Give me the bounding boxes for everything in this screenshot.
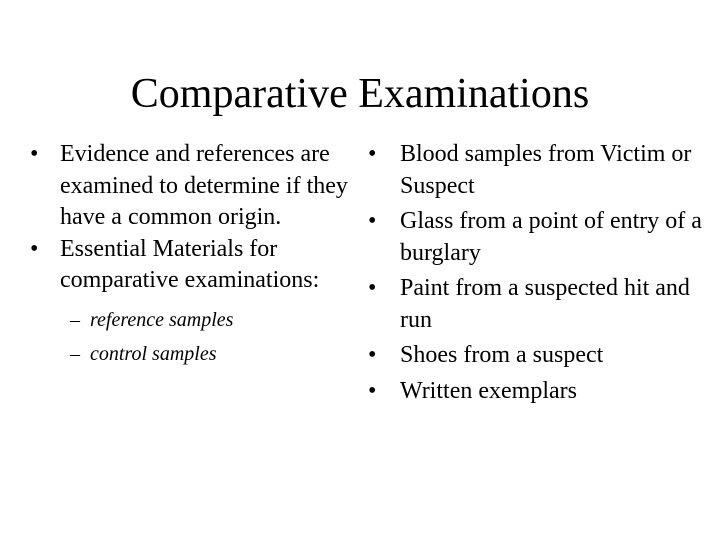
bullet-text: Shoes from a suspect [400,342,604,368]
sub-bullet-item [30,337,370,371]
bullet-icon: • [368,377,377,404]
bullet-item [368,376,710,408]
sub-bullet-text: reference samples [90,308,234,331]
bullet-item [30,234,370,297]
bullet-icon: • [368,208,377,234]
bullet-text: Evidence and references are examined to determine if they have a common origin. [60,141,348,230]
bullet-icon: • [368,275,377,301]
left-bullet-list [30,139,370,297]
sub-bullet-text: control samples [90,342,217,365]
dash-icon: – [70,308,80,331]
bullet-text: Glass from a point of entry of a burglary [400,208,702,266]
dash-icon: – [70,342,80,365]
bullet-icon: • [30,141,39,167]
bullet-item [368,206,710,269]
sub-bullet-list [30,303,370,371]
bullet-item [30,139,370,234]
left-column [30,139,370,371]
bullet-item [368,273,710,336]
bullet-text: Paint from a suspected hit and run [400,275,690,333]
bullet-icon: • [368,141,377,167]
bullet-text: Essential Materials for comparative examinations: [60,235,320,293]
bullet-icon: • [30,235,39,262]
bullet-item [368,340,710,372]
bullet-item [368,139,710,202]
right-bullet-list [368,139,710,407]
bullet-text: Blood samples from Victim or Suspect [400,141,692,199]
bullet-text: Written exemplars [400,377,577,404]
sub-bullet-item [30,303,370,337]
right-column [368,139,710,411]
bullet-icon: • [368,342,377,368]
slide-title: Comparative Examinations [130,71,590,117]
